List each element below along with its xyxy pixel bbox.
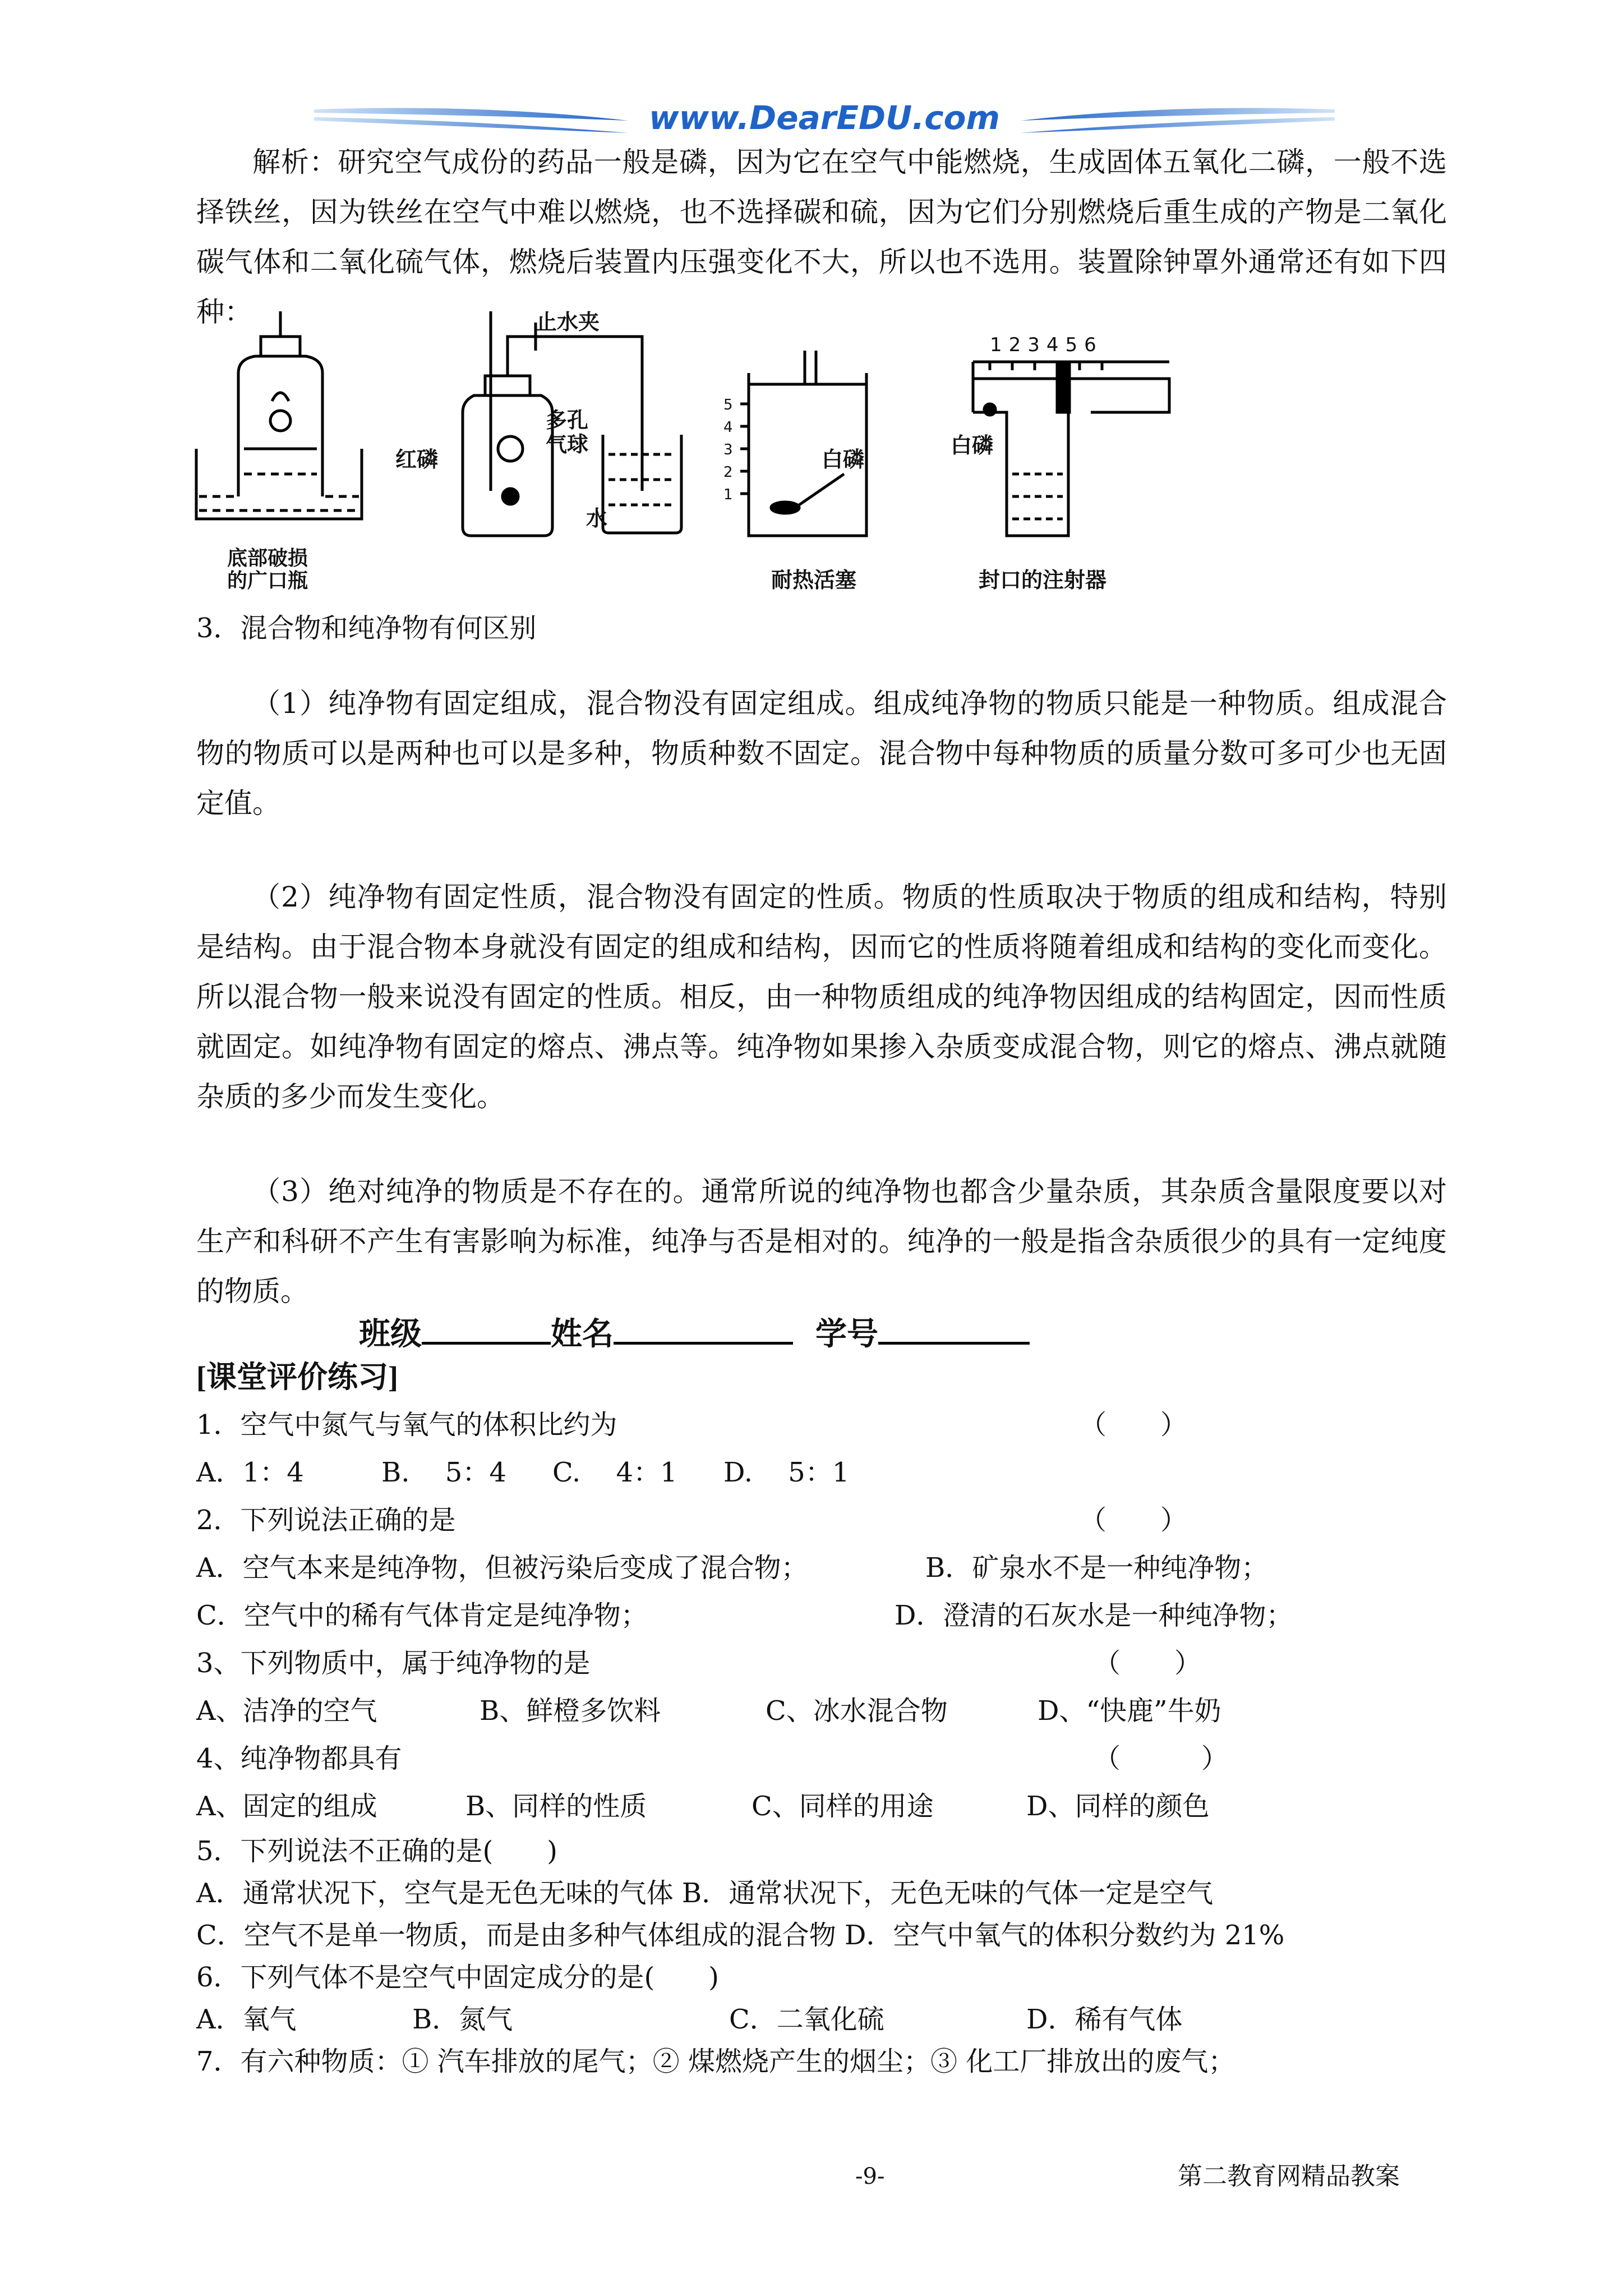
fig3-scale (723, 394, 733, 506)
fig1-caption-line2: 的广口瓶 (227, 569, 308, 592)
fig3-phosphorus-label: 白磷 (822, 448, 865, 472)
q4-option-d: D、同样的颜色 (1026, 1791, 1210, 1822)
question-6: 6．下列气体不是空气中固定成分的是( ) (196, 1962, 719, 1993)
fig3-scale-tick: 5 (723, 397, 733, 413)
q2-option-d: D．澄清的石灰水是一种纯净物； (895, 1600, 1293, 1631)
question-4: 4、纯净物都具有 (196, 1743, 402, 1774)
section3-paragraph-3: （3）绝对纯净的物质是不存在的。通常所说的纯净物也都含少量杂质，其杂质含量限度要以对生产和科研不产生有害影响为标准，纯净与否是相对的。纯净的一般是指含杂质很少的具有一定纯度的物质。 (196, 1175, 1447, 1308)
id-blank[interactable] (878, 1313, 1030, 1345)
fig2-balloon-label-1: 多孔 (546, 409, 589, 432)
page-header (314, 98, 1335, 143)
q2-option-b: B．矿泉水不是一种纯净物； (925, 1552, 1269, 1584)
q6-option-d: D．稀有气体 (1026, 2004, 1183, 2035)
q1-option-b: B. 5：4 (381, 1457, 506, 1488)
fig3-scale-tick: 4 (723, 419, 733, 436)
section3-paragraph-2: （2）纯净物有固定性质，混合物没有固定的性质。物质的性质取决于物质的组成和结构，特别是结构。由于混合物本身就没有固定的组成和结构，因而它的性质将随着组成和结构的变化而变化。所以混合物一般来说没有固定的性质。相反，由一种物质组成的纯净物因组成的结构固定，因而性质就固定。如纯净物有固定的熔点、沸点等。纯净物如果掺入杂质变成混合物，则它的熔点、沸点就随杂质的多少而发生变化。 (196, 881, 1447, 1113)
q6-option-a: A．氧气 (196, 2004, 297, 2035)
section3-paragraph-1: （1）纯净物有固定组成，混合物没有固定组成。组成纯净物的物质只能是一种物质。组成混合物的物质可以是两种也可以是多种，物质种数不固定。混合物中每种物质的质量分数可多可少也无固定值。 (196, 687, 1447, 820)
apparatus-figures (193, 311, 1181, 603)
section3-title: 3．混合物和纯净物有何区别 (196, 613, 537, 644)
site-logo-text: www.DearEDU.com (649, 99, 1000, 137)
name-label: 姓名 (551, 1317, 614, 1352)
fig4-caption: 封口的注射器 (979, 569, 1107, 592)
question-2: 2．下列说法正确的是 (196, 1504, 456, 1536)
question-1-answer-paren: （ ） (1080, 1409, 1188, 1441)
fig1-caption-line1: 底部破损 (227, 547, 308, 569)
q2-option-c: C．空气中的稀有气体肯定是纯净物； (196, 1600, 648, 1631)
q1-option-c: C. 4：1 (552, 1457, 677, 1488)
name-blank[interactable] (614, 1313, 793, 1345)
question-2-answer-paren: （ ） (1080, 1504, 1188, 1536)
fig2-balloon-label-2: 气球 (546, 433, 589, 457)
footer-source: 第二教育网精品教案 (1178, 2162, 1400, 2191)
q1-option-d: D. 5：1 (723, 1457, 850, 1488)
fig2-clip-label: 止水夹 (536, 311, 600, 334)
q3-option-d: D、“快鹿”牛奶 (1038, 1695, 1221, 1727)
exercise-heading: [课堂评价练习] (196, 1360, 398, 1394)
fig3-scale-tick: 2 (723, 464, 733, 481)
fig2-phosphorus-label: 红磷 (395, 448, 439, 472)
q4-option-a: A、固定的组成 (196, 1791, 377, 1822)
q3-option-b: B、鲜橙多饮料 (479, 1695, 661, 1727)
id-label: 学号 (815, 1317, 878, 1352)
fig4-phosphorus-label: 白磷 (951, 434, 994, 458)
fig3-scale-tick: 1 (723, 486, 733, 503)
student-info-line (359, 1313, 1030, 1354)
fig2-water-label: 水 (586, 507, 608, 531)
q6-option-c: C．二氧化硫 (729, 2004, 884, 2035)
q3-option-a: A、洁净的空气 (196, 1695, 377, 1727)
class-blank[interactable] (422, 1313, 551, 1345)
q1-option-a: A．1：4 (196, 1457, 304, 1488)
question-3: 3、下列物质中，属于纯净物的是 (196, 1648, 591, 1679)
q3-option-c: C、冰水混合物 (766, 1695, 948, 1727)
fig3-scale-tick: 3 (723, 441, 733, 458)
analysis-paragraph: 解析：研究空气成份的药品一般是磷，因为它在空气中能燃烧，生成固体五氧化二磷，一般不选择铁丝，因为铁丝在空气中难以燃烧，也不选择碳和硫，因为它们分别燃烧后重生成的产物是二氧化碳气体和二氧化硫气体，燃烧后装置内压强变化不大，所以也不选用。装置除钟罩外通常还有如下四种： (196, 146, 1447, 328)
question-3-answer-paren: （ ） (1094, 1648, 1202, 1679)
fig3-caption: 耐热活塞 (771, 569, 857, 592)
q5-options-cd: C．空气不是单一物质，而是由多种气体组成的混合物 D．空气中氧气的体积分数约为 21% (196, 1920, 1285, 1951)
question-5: 5．下列说法不正确的是( ) (196, 1835, 557, 1867)
q4-option-c: C、同样的用途 (751, 1791, 934, 1822)
q2-option-a: A．空气本来是纯净物，但被污染后变成了混合物； (196, 1552, 808, 1584)
q5-options-ab: A．通常状况下，空气是无色无味的气体 B．通常状况下，无色无味的气体一定是空气 (196, 1878, 1214, 1909)
page-number: -9- (855, 2164, 885, 2189)
class-label: 班级 (359, 1317, 422, 1352)
fig4-scale: 123456 (990, 334, 1103, 356)
question-4-answer-paren: （ ） (1094, 1743, 1229, 1774)
question-1: 1．空气中氮气与氧气的体积比约为 (196, 1409, 617, 1441)
q6-option-b: B．氮气 (412, 2004, 513, 2035)
q4-option-b: B、同样的性质 (465, 1791, 647, 1822)
question-7: 7．有六种物质：① 汽车排放的尾气；② 煤燃烧产生的烟尘；③ 化工厂排放出的废气； (196, 2046, 1235, 2077)
